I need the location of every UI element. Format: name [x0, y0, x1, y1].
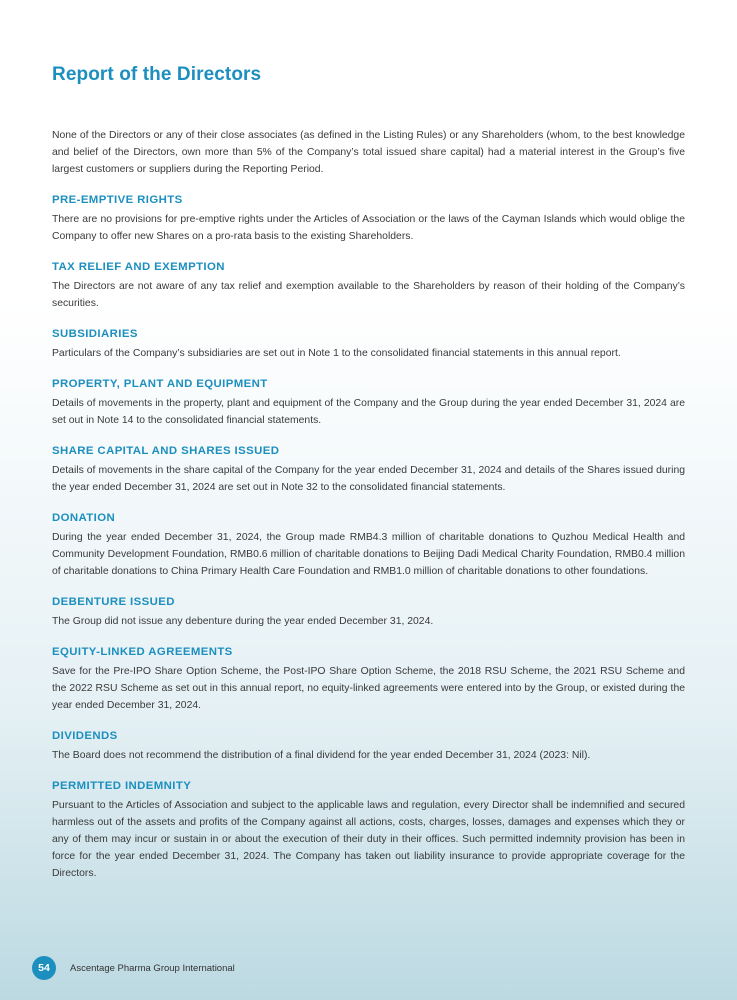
section-body: Details of movements in the property, plant and equipment of the Company and the Group during the year ended December 31, 2024 are set out in Note 14 to the consolidated financial statements. [52, 398, 685, 426]
section-permitted-indemnity [52, 778, 685, 882]
section-heading: TAX RELIEF AND EXEMPTION [52, 261, 225, 273]
section-body: There are no provisions for pre-emptive rights under the Articles of Association or the laws of the Cayman Islands which would oblige the Company to offer new Shares on a pro-rata basis to the existing Shareholders. [52, 214, 685, 242]
section-share-capital [52, 443, 685, 496]
section-debenture-issued [52, 594, 685, 630]
section-dividends [52, 728, 685, 764]
section-heading: EQUITY-LINKED AGREEMENTS [52, 646, 233, 658]
section-donation [52, 510, 685, 580]
section-heading: PERMITTED INDEMNITY [52, 780, 192, 792]
section-body: Particulars of the Company’s subsidiaries are set out in Note 1 to the consolidated financial statements in this annual report. [52, 348, 621, 359]
section-body: The Directors are not aware of any tax relief and exemption available to the Shareholders by reason of their holding of the Company’s securities. [52, 281, 685, 309]
section-body: Save for the Pre-IPO Share Option Scheme, the Post-IPO Share Option Scheme, the 2018 RSU Scheme, the 2021 RSU Scheme and the 2022 RSU Scheme as set out in this annual report, no equity-linked agreements were entered into by the Group, or existed during the year ended December 31, 2024. [52, 666, 685, 711]
section-heading: PROPERTY, PLANT AND EQUIPMENT [52, 378, 268, 390]
section-body: The Board does not recommend the distribution of a final dividend for the year ended December 31, 2024 (2023: Nil). [52, 750, 591, 761]
section-body: The Group did not issue any debenture during the year ended December 31, 2024. [52, 616, 434, 627]
page-footer [32, 956, 235, 980]
intro-paragraph: None of the Directors or any of their close associates (as defined in the Listing Rules) or any Shareholders (whom, to the best knowledge and belief of the Directors, own more than 5% of the Company’s total issued share capital) had a material interest in the Group’s five largest customers or suppliers during the Reporting Period. [52, 130, 685, 175]
page-number-badge: 54 [32, 956, 56, 980]
section-tax-relief [52, 259, 685, 312]
page-title: Report of the Directors [52, 64, 262, 85]
section-body: Details of movements in the share capital of the Company for the year ended December 31, 2024 and details of the Shares issued during the year ended December 31, 2024 are set out in Note 32 to the consolidated financial statements. [52, 465, 685, 493]
section-subsidiaries [52, 326, 685, 362]
section-heading: SUBSIDIARIES [52, 328, 138, 340]
section-body: Pursuant to the Articles of Association and subject to the applicable laws and regulation, every Director shall be indemnified and secured harmless out of the assets and profits of the Company against all actions, costs, charges, losses, damages and expenses which they or any of them may incur or sustain in or about the execution of their duty in their offices. Such permitted indemnity provision has been in force for the year ended December 31, 2024. The Company has taken out liability insurance to provide appropriate coverage for the Directors. [52, 800, 685, 879]
report-content [52, 127, 685, 882]
section-body: During the year ended December 31, 2024, the Group made RMB4.3 million of charitable donations to Quzhou Medical Health and Community Development Foundation, RMB0.6 million of charitable donations to Beijing Dadi Medical Charity Foundation, RMB0.4 million of charitable donations to China Primary Health Care Foundation and RMB1.0 million of charitable donations to other foundations. [52, 532, 685, 577]
section-heading: SHARE CAPITAL AND SHARES ISSUED [52, 445, 280, 457]
company-name: Ascentage Pharma Group International [70, 962, 235, 974]
section-heading: DONATION [52, 512, 116, 524]
section-heading: DIVIDENDS [52, 730, 118, 742]
section-equity-linked-agreements [52, 644, 685, 714]
section-heading: PRE-EMPTIVE RIGHTS [52, 194, 183, 206]
section-property-plant-equipment [52, 376, 685, 429]
section-heading: DEBENTURE ISSUED [52, 596, 175, 608]
section-pre-emptive-rights [52, 192, 685, 245]
